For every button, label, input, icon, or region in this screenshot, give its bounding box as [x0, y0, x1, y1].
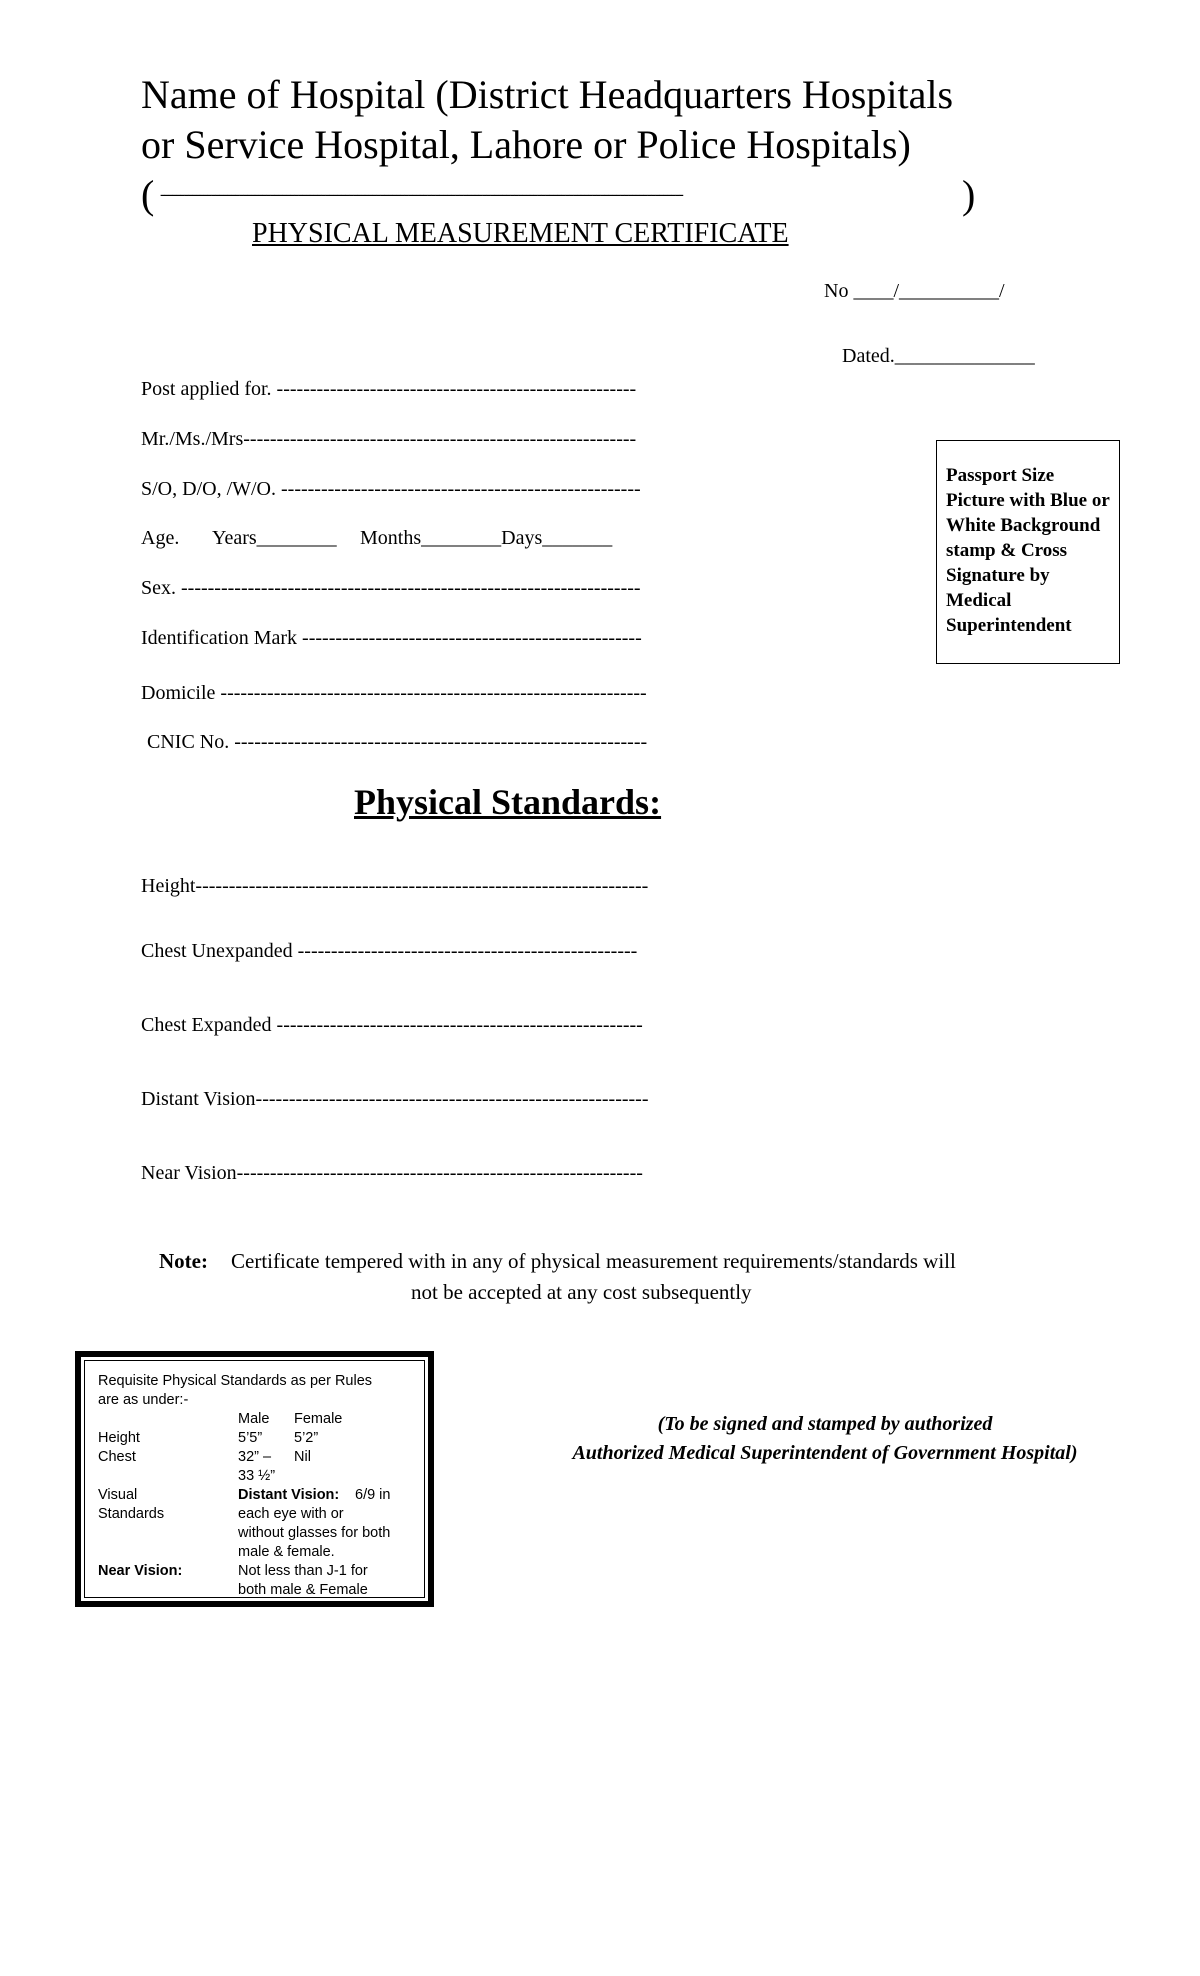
- requisite-standards-box: [75, 1351, 434, 1607]
- rules-distant-text-2: each eye with or: [238, 1506, 344, 1522]
- signature-line-2: Authorized Medical Superintendent of Government Hospital): [572, 1442, 1078, 1464]
- relation-field[interactable]: S/O, D/O, /W/O. ------------------------------------------------------: [141, 478, 641, 500]
- age-years-field[interactable]: Years________: [212, 527, 337, 549]
- note-line-2: not be accepted at any cost subsequently: [411, 1280, 752, 1304]
- hospital-name-blank[interactable]: -------------------------------------------------------------------------------------------------------------------------------------: [160, 186, 683, 203]
- rules-distant-text-4: male & female.: [238, 1544, 335, 1560]
- rules-distant-text-3: without glasses for both: [238, 1525, 391, 1541]
- hospital-open-paren: (: [141, 172, 155, 217]
- rules-near-label: Near Vision:: [98, 1563, 183, 1579]
- rules-col-female: Female: [294, 1411, 343, 1427]
- hospital-close-paren: ): [962, 172, 976, 217]
- rules-visual-label-1: Visual: [98, 1487, 138, 1503]
- rules-near-text-1: Not less than J-1 for: [238, 1563, 368, 1579]
- note-line-1: Certificate tempered with in any of physical measurement requirements/standards will: [231, 1249, 956, 1273]
- rules-height-female: 5’2”: [294, 1430, 319, 1446]
- near-vision-field[interactable]: Near Vision-------------------------------------------------------------: [141, 1162, 643, 1184]
- note-label: Note:: [159, 1249, 208, 1273]
- post-applied-field[interactable]: Post applied for. ------------------------------------------------------: [141, 378, 637, 400]
- chest-expanded-field[interactable]: Chest Expanded -------------------------------------------------------: [141, 1014, 643, 1036]
- rules-chest-female: Nil: [294, 1449, 311, 1465]
- rules-intro-2: are as under:-: [98, 1392, 189, 1408]
- certificate-title: PHYSICAL MEASUREMENT CERTIFICATE: [252, 218, 789, 249]
- certificate-date[interactable]: Dated.______________: [842, 345, 1035, 367]
- rules-chest-label: Chest: [98, 1449, 136, 1465]
- rules-chest-male-2: 33 ½”: [238, 1468, 276, 1484]
- chest-unexpanded-field[interactable]: Chest Unexpanded ---------------------------------------------------: [141, 940, 638, 962]
- rules-height-label: Height: [98, 1430, 140, 1446]
- age-label: Age.: [141, 527, 180, 549]
- cnic-field[interactable]: CNIC No. --------------------------------------------------------------: [147, 731, 648, 753]
- distant-vision-field[interactable]: Distant Vision-----------------------------------------------------------: [141, 1088, 649, 1110]
- hospital-name-line-1: Name of Hospital (District Headquarters Hospitals: [141, 72, 954, 117]
- identification-mark-field[interactable]: Identification Mark ---------------------------------------------------: [141, 627, 642, 649]
- domicile-field[interactable]: Domicile ----------------------------------------------------------------: [141, 682, 647, 704]
- hospital-name-line-2: or Service Hospital, Lahore or Police Hospitals): [141, 122, 911, 167]
- name-field[interactable]: Mr./Ms./Mrs-----------------------------------------------------------: [141, 428, 637, 450]
- rules-distant-text-1: 6/9 in: [355, 1487, 391, 1503]
- sex-field[interactable]: Sex. ---------------------------------------------------------------------: [141, 577, 641, 599]
- rules-chest-male-1: 32” –: [238, 1449, 272, 1465]
- rules-distant-label: Distant Vision:: [238, 1487, 340, 1503]
- height-field[interactable]: Height--------------------------------------------------------------------: [141, 875, 649, 897]
- passport-photo-box[interactable]: [936, 440, 1120, 664]
- rules-near-text-2: both male & Female: [238, 1582, 368, 1598]
- photo-box-instructions: Passport Size Picture with Blue or White Background stamp & Cross Signature by Medical Superintendent: [946, 465, 1110, 636]
- rules-intro-1: Requisite Physical Standards as per Rules: [98, 1373, 373, 1389]
- certificate-number[interactable]: No ____/__________/: [824, 280, 1005, 302]
- rules-height-male: 5’5”: [238, 1430, 263, 1446]
- signature-line-1: (To be signed and stamped by authorized: [657, 1413, 993, 1435]
- age-months-days-field[interactable]: Months________Days_______: [360, 527, 613, 549]
- rules-col-male: Male: [238, 1411, 270, 1427]
- rules-visual-label-2: Standards: [98, 1506, 165, 1522]
- physical-standards-heading: Physical Standards:: [354, 782, 662, 822]
